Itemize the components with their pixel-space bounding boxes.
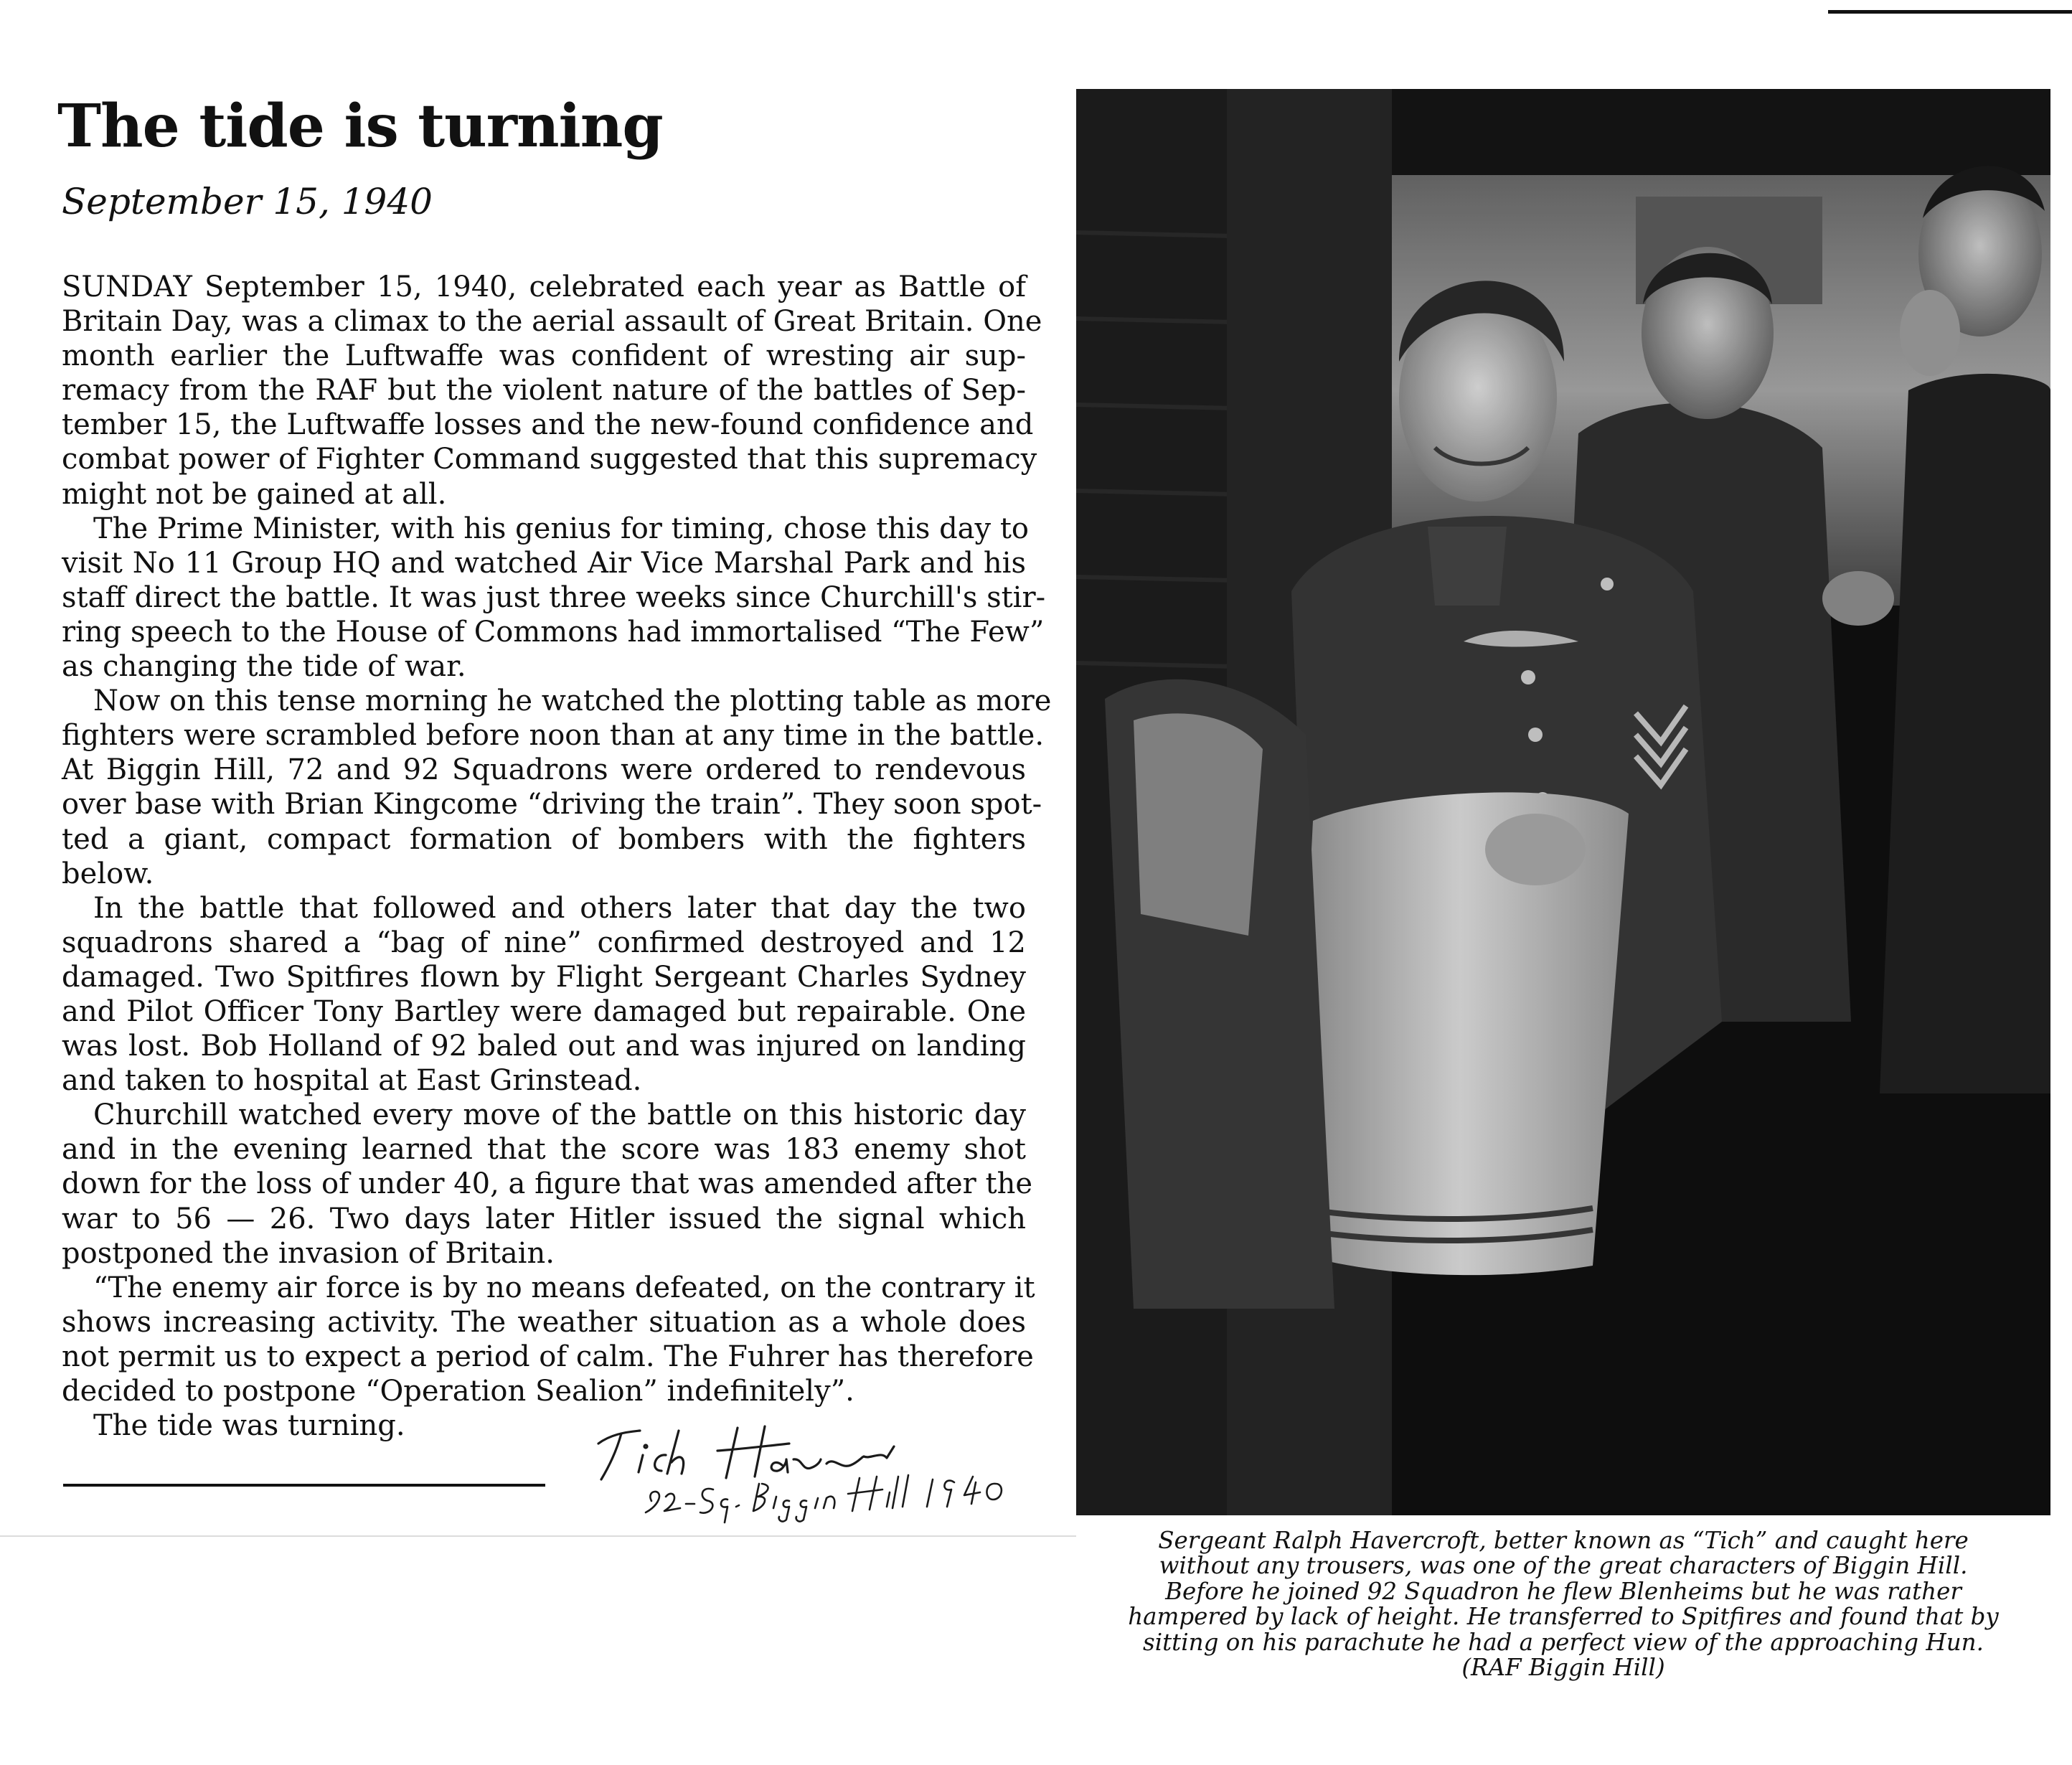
article-line: decided to postpone “Operation Sealion” indefinitely”. xyxy=(62,1375,854,1408)
article-line: combat power of Fighter Command suggested that this supremacy xyxy=(62,443,1037,476)
article-line: war to 56 — 26. Two days later Hitler issued the signal which xyxy=(62,1202,1026,1236)
article-line: remacy from the RAF but the violent nature of the battles of Sep- xyxy=(62,374,1026,408)
article-line: might not be gained at all. xyxy=(62,477,447,511)
article-line: month earlier the Luftwaffe was confident of wresting air sup- xyxy=(62,339,1026,373)
article-line: was lost. Bob Holland of 92 baled out and was injured on landing xyxy=(62,1030,1026,1063)
article-line: ring speech to the House of Commons had immortalised “The Few” xyxy=(62,615,1045,649)
article-body xyxy=(62,270,1052,1443)
signature-drawing xyxy=(574,1399,1047,1528)
top-corner-rule xyxy=(1828,10,2072,14)
article-date: September 15, 1940 xyxy=(62,181,433,222)
article-line: “The enemy air force is by no means defeated, on the contrary it xyxy=(93,1271,1035,1304)
article-line: The tide was turning. xyxy=(93,1409,405,1443)
article-end-rule xyxy=(63,1484,545,1487)
article-line: At Biggin Hill, 72 and 92 Squadrons were ordered to rendevous xyxy=(62,753,1026,787)
article-line: shows increasing activity. The weather situation as a whole does xyxy=(62,1305,1026,1339)
article-line: postponed the invasion of Britain. xyxy=(62,1236,555,1270)
article-line: ted a giant, compact formation of bombers with the fighters xyxy=(62,822,1026,856)
photo-caption xyxy=(1076,1528,2050,1680)
article-line: not permit us to expect a period of calm. The Fuhrer has therefore xyxy=(62,1340,1034,1373)
caption-line: sitting on his parachute he had a perfect view of the approaching Hun. xyxy=(1143,1628,1984,1656)
article-line: down for the loss of under 40, a figure that was amended after the xyxy=(62,1167,1033,1201)
article-line: Britain Day, was a climax to the aerial assault of Great Britain. One xyxy=(62,305,1042,339)
caption-line: (RAF Biggin Hill) xyxy=(1461,1654,1665,1682)
article-line: Now on this tense morning he watched the plotting table as more xyxy=(93,684,1052,718)
article-line: The Prime Minister, with his genius for timing, chose this day to xyxy=(93,512,1029,545)
article-line: below. xyxy=(62,857,154,890)
caption-line: without any trousers, was one of the great characters of Biggin Hill. xyxy=(1159,1552,1968,1580)
handwritten-signature xyxy=(574,1399,1047,1528)
article-line: over base with Brian Kingcome “driving the train”. They soon spot- xyxy=(62,788,1042,822)
article-line: visit No 11 Group HQ and watched Air Vice Marshal Park and his xyxy=(62,546,1026,580)
photo-illustration xyxy=(1076,89,2050,1515)
caption-line: Before he joined 92 Squadron he flew Blenheims but he was rather xyxy=(1165,1577,1962,1605)
article-line: squadrons shared a “bag of nine” confirmed destroyed and 12 xyxy=(62,926,1026,959)
article-line: and taken to hospital at East Grinstead. xyxy=(62,1064,642,1098)
page-fold-line xyxy=(0,1535,1076,1537)
article-line: and Pilot Officer Tony Bartley were damaged but repairable. One xyxy=(62,994,1026,1028)
article-headline: The tide is turning xyxy=(57,92,663,161)
article-line: SUNDAY September 15, 1940, celebrated each year as Battle of xyxy=(62,270,1026,303)
caption-line: Sergeant Ralph Havercroft, better known as “Tich” and caught here xyxy=(1158,1527,1969,1554)
caption-line: hampered by lack of height. He transferred to Spitfires and found that by xyxy=(1128,1603,1999,1631)
article-line: tember 15, the Luftwaffe losses and the new-found confidence and xyxy=(62,408,1034,442)
article-line: Churchill watched every move of the battle on this historic day xyxy=(93,1098,1026,1132)
article-line: fighters were scrambled before noon than at any time in the battle. xyxy=(62,719,1045,753)
article-line: In the battle that followed and others later that day the two xyxy=(93,891,1026,925)
article-line: staff direct the battle. It was just three weeks since Churchill's stir- xyxy=(62,580,1046,614)
article-line: and in the evening learned that the score was 183 enemy shot xyxy=(62,1133,1026,1167)
historical-photograph xyxy=(1076,89,2050,1515)
article-line: damaged. Two Spitfires flown by Flight Sergeant Charles Sydney xyxy=(62,960,1026,994)
article-line: as changing the tide of war. xyxy=(62,650,466,684)
